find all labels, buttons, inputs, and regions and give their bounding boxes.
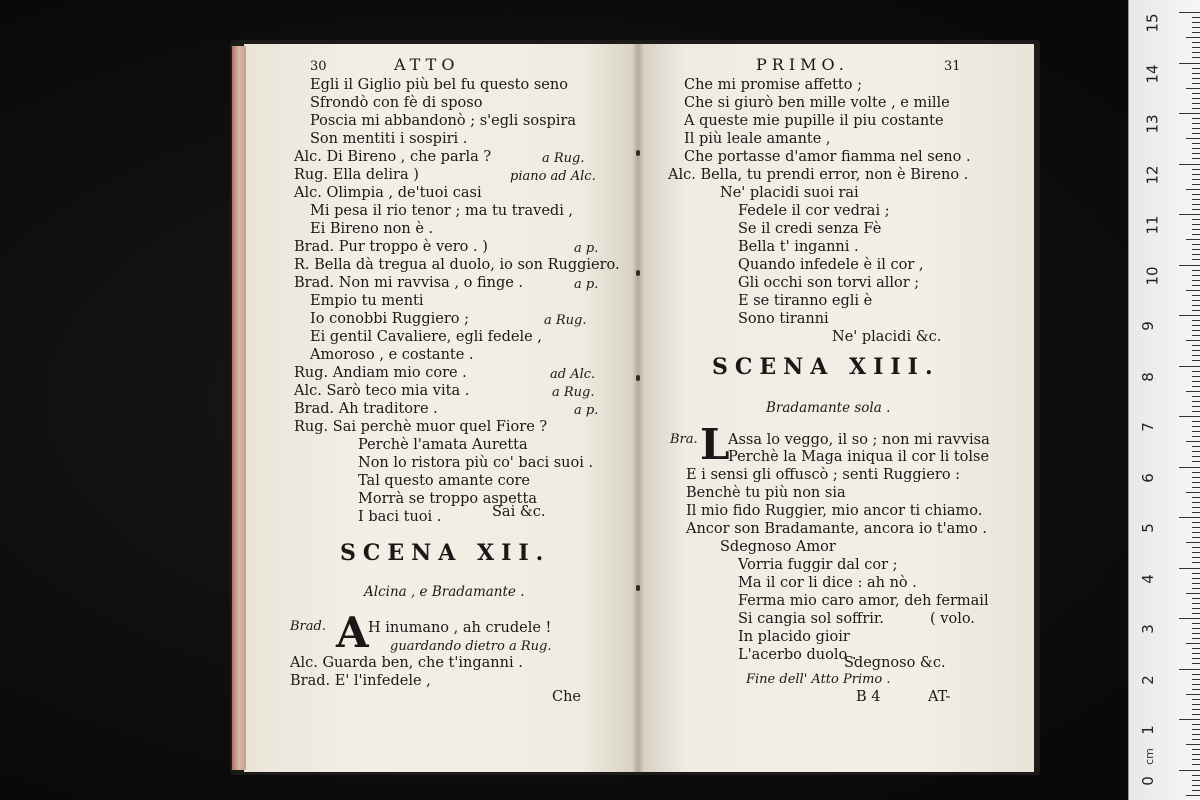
ruler-tick <box>1192 497 1200 498</box>
scene-subtitle: Bradamante sola . <box>766 400 891 416</box>
ruler-tick <box>1192 280 1200 281</box>
ruler-tick <box>1192 557 1200 558</box>
ruler-tick <box>1192 73 1200 74</box>
ruler-number: 8 <box>1138 371 1157 382</box>
right-page-number: 31 <box>944 59 961 74</box>
ruler-tick <box>1192 451 1200 452</box>
ruler-tick <box>1192 350 1200 351</box>
ruler-tick <box>1192 32 1200 33</box>
ruler-tick <box>1192 143 1200 144</box>
ruler-tick <box>1179 770 1200 771</box>
ruler-tick <box>1192 456 1200 457</box>
ruler-tick <box>1192 386 1200 387</box>
text-line: Si cangia sol soffrir. <box>738 611 884 627</box>
ruler-tick <box>1192 259 1200 260</box>
ruler-tick <box>1192 446 1200 447</box>
text-line: Amoroso , e costante . <box>310 347 474 363</box>
stage-direction: piano ad Alc. <box>510 169 596 184</box>
measuring-ruler <box>1128 0 1200 800</box>
ruler-tick <box>1186 593 1200 594</box>
ruler-tick <box>1192 153 1200 154</box>
binding-stitch <box>636 585 640 591</box>
text-line: E se tiranno egli è <box>738 293 873 309</box>
text-line: Sdegnoso Amor <box>720 539 836 555</box>
ruler-tick <box>1192 724 1200 725</box>
ruler-number: 12 <box>1143 164 1162 185</box>
ruler-tick <box>1179 618 1200 619</box>
text-line: Ei gentil Cavaliere, egli fedele , <box>310 329 542 345</box>
ruler-tick <box>1186 290 1200 291</box>
ruler-tick <box>1179 214 1200 215</box>
ruler-tick <box>1192 98 1200 99</box>
speaker-label: Bra. <box>670 432 698 447</box>
ruler-tick <box>1192 588 1200 589</box>
text-line: Perchè l'amata Auretta <box>358 437 528 453</box>
ruler-tick <box>1192 234 1200 235</box>
ruler-tick <box>1192 734 1200 735</box>
ruler-number: 14 <box>1143 63 1162 84</box>
text-line: Alc. Bella, tu prendi error, non è Bireno . <box>668 167 969 183</box>
ruler-tick <box>1192 406 1200 407</box>
ruler-tick <box>1192 325 1200 326</box>
speaker-label: Brad. <box>290 619 326 634</box>
ruler-tick <box>1192 461 1200 462</box>
ruler-tick <box>1192 603 1200 604</box>
left-running-head: ATTO <box>394 55 460 74</box>
ruler-tick <box>1192 78 1200 79</box>
text-line: Che portasse d'amor fiamma nel seno . <box>684 149 971 165</box>
ruler-tick <box>1192 244 1200 245</box>
ruler-tick <box>1192 436 1200 437</box>
ruler-tick <box>1192 17 1200 18</box>
text-line: In placido gioir <box>738 629 850 645</box>
ruler-tick <box>1192 371 1200 372</box>
ruler-tick <box>1192 512 1200 513</box>
ruler-tick <box>1192 68 1200 69</box>
ruler-number: 7 <box>1138 422 1157 432</box>
text-line: Rug. Andiam mio core . <box>294 365 467 381</box>
ruler-tick <box>1192 573 1200 574</box>
ruler-tick <box>1192 401 1200 402</box>
ruler-tick <box>1192 57 1200 58</box>
ruler-tick <box>1192 118 1200 119</box>
ruler-tick <box>1192 305 1200 306</box>
ruler-tick <box>1192 764 1200 765</box>
ruler-tick <box>1192 689 1200 690</box>
ruler-tick <box>1192 83 1200 84</box>
ruler-tick <box>1192 22 1200 23</box>
ruler-number: 1 <box>1138 725 1157 735</box>
ruler-tick <box>1192 775 1200 776</box>
ruler-tick <box>1179 12 1200 13</box>
catchword: Che <box>552 689 582 705</box>
ruler-tick <box>1192 320 1200 321</box>
ruler-tick <box>1192 704 1200 705</box>
text-line: Empio tu menti <box>310 293 424 309</box>
text-line: Brad. Non mi ravvisa , o finge . <box>294 275 524 291</box>
ruler-tick <box>1192 482 1200 483</box>
ruler-tick <box>1179 669 1200 670</box>
drop-cap: A <box>336 608 369 657</box>
ruler-unit: cm <box>1142 748 1156 765</box>
ruler-tick <box>1192 477 1200 478</box>
ruler-tick <box>1192 709 1200 710</box>
ruler-tick <box>1186 542 1200 543</box>
ruler-number: 9 <box>1138 321 1157 331</box>
ruler-number: 13 <box>1143 114 1162 134</box>
ruler-tick <box>1192 295 1200 296</box>
ruler-tick <box>1186 694 1200 695</box>
ruler-number: 15 <box>1143 13 1162 33</box>
ruler-tick <box>1192 345 1200 346</box>
ruler-tick <box>1192 527 1200 528</box>
scene-subtitle: Alcina , e Bradamante . <box>364 584 525 600</box>
ruler-tick <box>1192 174 1200 175</box>
text-line: Ei Bireno non è . <box>310 221 434 237</box>
ruler-number: 6 <box>1138 472 1157 483</box>
scene-title: SCENA XIII. <box>712 354 940 380</box>
ruler-tick <box>1192 628 1200 629</box>
ruler-tick <box>1192 169 1200 170</box>
ruler-tick <box>1192 411 1200 412</box>
verse-repeat: Sdegnoso &c. <box>844 655 946 671</box>
ruler-tick <box>1192 522 1200 523</box>
ruler-tick <box>1192 638 1200 639</box>
text-line: Alc. Di Bireno , che parla ? <box>294 149 492 165</box>
ruler-tick <box>1192 507 1200 508</box>
ruler-tick <box>1192 653 1200 654</box>
ruler-tick <box>1192 123 1200 124</box>
text-line: Brad. Ah traditore . <box>294 401 438 417</box>
ruler-tick <box>1192 623 1200 624</box>
ruler-tick <box>1192 663 1200 664</box>
ruler-tick <box>1192 270 1200 271</box>
ruler-tick <box>1192 229 1200 230</box>
text-line: Benchè tu più non sia <box>686 485 846 501</box>
ruler-tick <box>1192 679 1200 680</box>
ruler-tick <box>1179 265 1200 266</box>
ruler-tick <box>1179 315 1200 316</box>
ruler-tick <box>1192 52 1200 53</box>
ruler-tick <box>1186 441 1200 442</box>
ruler-tick <box>1192 355 1200 356</box>
end-of-act-note: Fine dell' Atto Primo . <box>746 672 891 687</box>
ruler-tick <box>1192 184 1200 185</box>
text-line: R. Bella dà tregua al duolo, io son Ruggiero. <box>294 257 620 273</box>
stage-direction: guardando dietro a Rug. <box>390 639 552 654</box>
text-line: Egli il Giglio più bel fu questo seno <box>310 77 568 93</box>
text-line: Ancor son Bradamante, ancora io t'amo . <box>686 521 987 537</box>
ruler-tick <box>1192 219 1200 220</box>
ruler-tick <box>1179 467 1200 468</box>
text-line: Sono tiranni <box>738 311 829 327</box>
ruler-number: 10 <box>1143 265 1162 286</box>
ruler-tick <box>1192 376 1200 377</box>
ruler-tick <box>1179 164 1200 165</box>
ruler-tick <box>1192 310 1200 311</box>
binding-stitch <box>636 270 640 276</box>
text-line: Che mi promise affetto ; <box>684 77 862 93</box>
ruler-tick <box>1192 648 1200 649</box>
stage-direction: a Rug. <box>544 313 587 328</box>
text-line: L'acerbo duolo . <box>738 647 857 663</box>
left-page-number: 30 <box>310 59 327 74</box>
ruler-tick <box>1192 204 1200 205</box>
text-line: Non lo ristora più co' baci suoi . <box>358 455 594 471</box>
text-line: Sfrondò con fè di sposo <box>310 95 483 111</box>
ruler-tick <box>1192 199 1200 200</box>
stage-direction: a p. <box>574 277 599 292</box>
ruler-tick <box>1192 532 1200 533</box>
right-running-head: PRIMO. <box>756 55 849 74</box>
ruler-tick <box>1192 749 1200 750</box>
red-edge-cover <box>232 46 246 770</box>
text-line: Io conobbi Ruggiero ; <box>310 311 469 327</box>
ruler-tick <box>1192 472 1200 473</box>
ruler-number: 3 <box>1138 624 1157 634</box>
ruler-tick <box>1192 179 1200 180</box>
ruler-tick <box>1192 780 1200 781</box>
text-line: Vorria fuggir dal cor ; <box>738 557 898 573</box>
text-line: Che si giurò ben mille volte , e mille <box>684 95 950 111</box>
text-line: Son mentiti i sospiri . <box>310 131 468 147</box>
text-line: Alc. Guarda ben, che t'inganni . <box>290 655 523 671</box>
ruler-tick <box>1192 47 1200 48</box>
text-line: Alc. Sarò teco mia vita . <box>294 383 470 399</box>
ruler-tick <box>1192 502 1200 503</box>
ruler-tick <box>1186 492 1200 493</box>
ruler-tick <box>1186 795 1200 796</box>
ruler-tick <box>1179 113 1200 114</box>
left-page <box>244 44 638 772</box>
text-line: I baci tuoi . <box>358 509 442 525</box>
scene-title: SCENA XII. <box>340 540 551 566</box>
text-line: Ma il cor li dice : ah nò . <box>738 575 917 591</box>
text-line: Mi pesa il rio tenor ; ma tu travedi , <box>310 203 574 219</box>
ruler-tick <box>1192 658 1200 659</box>
ruler-number: 2 <box>1138 674 1157 685</box>
ruler-tick <box>1192 148 1200 149</box>
right-page <box>638 44 1034 772</box>
ruler-tick <box>1192 674 1200 675</box>
text-line: Fedele il cor vedrai ; <box>738 203 890 219</box>
text-line: Ferma mio caro amor, deh fermail <box>738 593 989 609</box>
signature-mark: B 4 <box>856 689 881 705</box>
ruler-tick <box>1179 416 1200 417</box>
ruler-tick <box>1192 27 1200 28</box>
text-line: Quando infedele è il cor , <box>738 257 924 273</box>
text-line: Perchè la Maga iniqua il cor li tolse <box>728 449 990 465</box>
ruler-tick <box>1186 744 1200 745</box>
ruler-tick <box>1192 785 1200 786</box>
text-line: ( volo. <box>930 611 975 627</box>
ruler-tick <box>1192 421 1200 422</box>
ruler-tick <box>1179 517 1200 518</box>
ruler-tick <box>1192 547 1200 548</box>
binding-stitch <box>636 150 640 156</box>
ruler-tick <box>1192 426 1200 427</box>
text-line: Gli occhi son torvi allor ; <box>738 275 920 291</box>
ruler-number: 11 <box>1143 215 1162 235</box>
text-line: A queste mie pupille il piu costante <box>684 113 944 129</box>
binding-stitch <box>636 375 640 381</box>
ruler-tick <box>1186 239 1200 240</box>
ruler-tick <box>1192 790 1200 791</box>
ruler-tick <box>1192 608 1200 609</box>
text-line: Se il credi senza Fè <box>738 221 882 237</box>
text-line: Rug. Ella delira ) <box>294 167 419 183</box>
ruler-tick <box>1186 37 1200 38</box>
ruler-tick <box>1192 431 1200 432</box>
text-line: Il mio fido Ruggier, mio ancor ti chiamo. <box>686 503 983 519</box>
ruler-tick <box>1192 42 1200 43</box>
text-line: Tal questo amante core <box>358 473 531 489</box>
ruler-tick <box>1186 391 1200 392</box>
ruler-tick <box>1192 158 1200 159</box>
ruler-tick <box>1192 360 1200 361</box>
text-line: Morrà se troppo aspetta <box>358 491 537 507</box>
ruler-tick <box>1192 209 1200 210</box>
ruler-tick <box>1192 552 1200 553</box>
stage-direction: ad Alc. <box>550 367 596 382</box>
text-line: Brad. E' l'infedele , <box>290 673 431 689</box>
catchword: AT- <box>928 689 951 705</box>
ruler-tick <box>1192 759 1200 760</box>
stage-direction: a p. <box>574 241 599 256</box>
ruler-tick <box>1192 224 1200 225</box>
ruler-number: 4 <box>1138 573 1157 584</box>
ruler-tick <box>1192 729 1200 730</box>
ruler-tick <box>1192 714 1200 715</box>
ruler-tick <box>1192 739 1200 740</box>
text-line: Brad. Pur troppo è vero . ) <box>294 239 488 255</box>
ruler-tick <box>1192 684 1200 685</box>
stage-direction: a Rug. <box>542 151 585 166</box>
text-line: H inumano , ah crudele ! <box>368 620 552 636</box>
ruler-tick <box>1179 568 1200 569</box>
text-line: E i sensi gli offuscò ; senti Ruggiero : <box>686 467 961 483</box>
ruler-tick <box>1192 335 1200 336</box>
ruler-tick <box>1186 643 1200 644</box>
stage-direction: a p. <box>574 403 599 418</box>
text-line: Ne' placidi suoi rai <box>720 185 859 201</box>
ruler-tick <box>1192 633 1200 634</box>
ruler-tick <box>1192 330 1200 331</box>
ruler-tick <box>1192 598 1200 599</box>
ruler-tick <box>1192 300 1200 301</box>
ruler-tick <box>1192 128 1200 129</box>
ruler-tick <box>1192 562 1200 563</box>
ruler-tick <box>1192 194 1200 195</box>
ruler-tick <box>1179 719 1200 720</box>
text-line: Poscia mi abbandonò ; s'egli sospira <box>310 113 577 129</box>
ruler-tick <box>1192 396 1200 397</box>
ruler-tick <box>1192 583 1200 584</box>
ruler-tick <box>1192 103 1200 104</box>
text-line: Assa lo veggo, il so ; non mi ravvisa <box>728 432 990 448</box>
ruler-number: 0 <box>1138 775 1157 786</box>
text-line: Bella t' inganni . <box>738 239 859 255</box>
text-line: Rug. Sai perchè muor quel Fiore ? <box>294 419 548 435</box>
ruler-tick <box>1186 138 1200 139</box>
verse-repeat: Sai &c. <box>492 504 546 520</box>
ruler-tick <box>1192 249 1200 250</box>
ruler-tick <box>1192 381 1200 382</box>
ruler-tick <box>1192 254 1200 255</box>
text-line: Il più leale amante , <box>684 131 831 147</box>
ruler-tick <box>1192 285 1200 286</box>
ruler-tick <box>1192 93 1200 94</box>
ruler-tick <box>1179 63 1200 64</box>
ruler-tick <box>1192 537 1200 538</box>
verse-repeat: Ne' placidi &c. <box>832 329 942 345</box>
ruler-tick <box>1192 578 1200 579</box>
ruler-tick <box>1192 108 1200 109</box>
ruler-tick <box>1192 275 1200 276</box>
ruler-tick <box>1186 189 1200 190</box>
drop-cap: L <box>700 420 730 469</box>
ruler-tick <box>1192 133 1200 134</box>
ruler-tick <box>1179 366 1200 367</box>
ruler-tick <box>1186 340 1200 341</box>
ruler-tick <box>1192 754 1200 755</box>
text-line: Alc. Olimpia , de'tuoi casi <box>294 185 482 201</box>
ruler-number: 5 <box>1138 523 1157 533</box>
ruler-tick <box>1192 699 1200 700</box>
ruler-tick <box>1186 88 1200 89</box>
ruler-tick <box>1192 487 1200 488</box>
ruler-tick <box>1192 613 1200 614</box>
stage-direction: a Rug. <box>552 385 595 400</box>
